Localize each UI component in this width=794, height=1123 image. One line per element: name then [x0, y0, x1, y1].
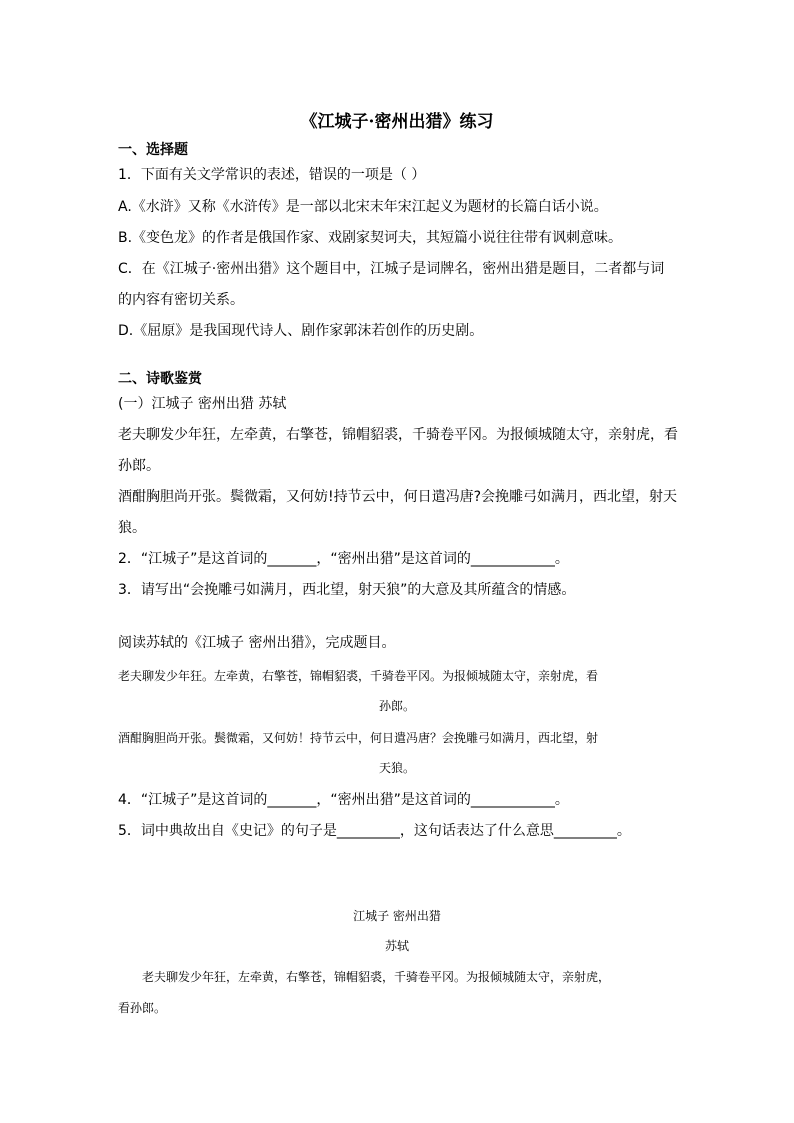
question-1: 1．下面有关文学常识的表述，错误的一项是（ ） — [118, 167, 426, 183]
poem-line-1b: 孙郎。 — [118, 458, 160, 474]
poem-line-2b: 狼。 — [118, 520, 146, 536]
poem-title: 江城子 密州出猎 — [353, 909, 441, 923]
section-heading-choice: 一、选择题 — [118, 142, 188, 158]
option-a: A.《水浒》又称《水浒传》是一部以北宋末年宋江起义为题材的长篇白话小说。 — [118, 199, 608, 215]
question-3: 3．请写出“会挽雕弓如满月，西北望，射天狼”的大意及其所蕴含的情感。 — [118, 582, 576, 598]
poem-author: 苏轼 — [384, 939, 409, 953]
option-d: D.《屈原》是我国现代诗人、剧作家郭沫若创作的历史剧。 — [118, 323, 484, 339]
poem-heading: (一）江城子 密州出猎 苏轼 — [118, 396, 287, 412]
poem-line-1a: 老夫聊发少年狂，左牵黄，右擎苍，锦帽貂裘，千骑卷平冈。为报倾城随太守，亲射虎，看 — [118, 427, 678, 443]
option-c-line-2: 的内容有密切关系。 — [118, 292, 244, 308]
option-c-line-1: C．在《江城子·密州出猎》这个题目中，江城子是词牌名，密州出猎是题目，二者都与词 — [118, 261, 665, 277]
reading-poem-line-2b: 天狼。 — [378, 761, 415, 775]
document-title: 《江城子·密州出猎》练习 — [300, 112, 494, 132]
reading-poem-line-2a: 酒酣胸胆尚开张。鬓微霜，又何妨！持节云中，何日遣冯唐？会挽雕弓如满月，西北望，射 — [118, 731, 599, 745]
reading-poem-line-1a: 老夫聊发少年狂。左牵黄，右擎苍，锦帽貂裘，千骑卷平冈。为报倾城随太守，亲射虎，看 — [118, 669, 599, 683]
question-4: 4．“江城子”是这首词的_______，“密州出猎”是这首词的____________。 — [118, 792, 569, 808]
option-b: B.《变色龙》的作者是俄国作家、戏剧家契诃夫，其短篇小说往往带有讽刺意味。 — [118, 230, 623, 246]
section-heading-poetry: 二、诗歌鉴赏 — [118, 371, 202, 387]
reading-poem-line-1b: 孙郎。 — [378, 699, 415, 713]
question-2: 2．“江城子”是这首词的_______，“密州出猎”是这首词的____________。 — [118, 551, 569, 567]
reading-intro: 阅读苏轼的《江城子 密州出猎》，完成题目。 — [118, 635, 396, 651]
question-5: 5．词中典故出自《史记》的句子是_________，这句话表达了什么意思_________。 — [118, 823, 631, 839]
poem-text-line-1a: 老夫聊发少年狂，左牵黄，右擎苍，锦帽貂裘，千骑卷平冈。为报倾城随太守，亲射虎， — [142, 970, 611, 984]
poem-text-line-1b: 看孙郎。 — [118, 1001, 167, 1015]
poem-line-2a: 酒酣胸胆尚开张。鬓微霜，又何妨!持节云中，何日遣冯唐?会挽雕弓如满月，西北望，射天 — [118, 489, 678, 505]
